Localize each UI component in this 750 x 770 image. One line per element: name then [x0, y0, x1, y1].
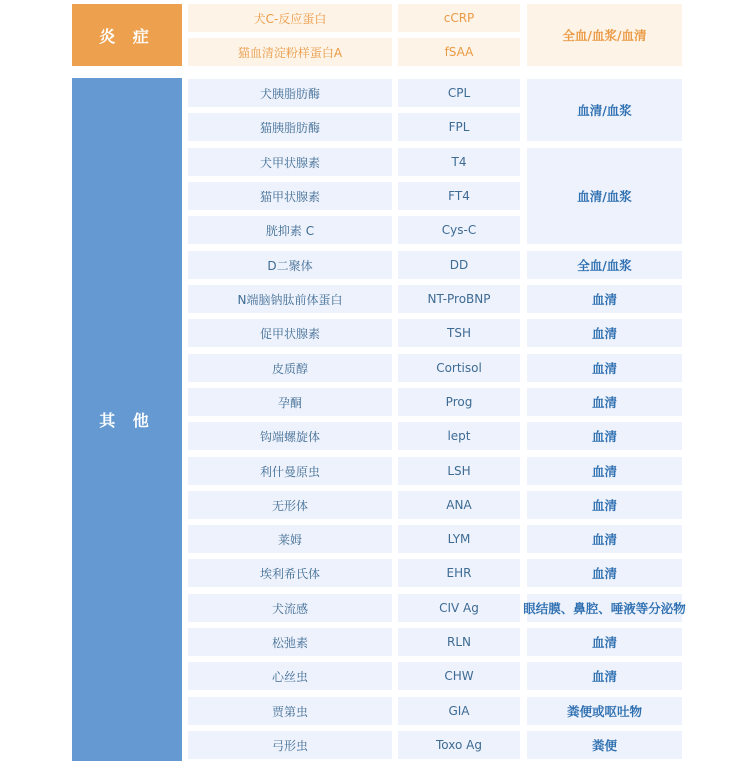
test-name: 猫胰脂肪酶 [188, 113, 392, 141]
test-code: Cortisol [398, 354, 520, 382]
test-name: 皮质醇 [188, 354, 392, 382]
sample-type: 眼结膜、鼻腔、唾液等分泌物 [527, 594, 682, 622]
test-code: GIA [398, 697, 520, 725]
test-name: 松弛素 [188, 628, 392, 656]
test-code: T4 [398, 148, 520, 176]
test-name: 促甲状腺素 [188, 319, 392, 347]
test-code: NT-ProBNP [398, 285, 520, 313]
sample-type: 血清 [527, 285, 682, 313]
test-code: FPL [398, 113, 520, 141]
test-code: DD [398, 251, 520, 279]
sample-type: 血清 [527, 388, 682, 416]
test-code: ANA [398, 491, 520, 519]
test-code: FT4 [398, 182, 520, 210]
test-name: 无形体 [188, 491, 392, 519]
sample-type: 血清 [527, 354, 682, 382]
test-name: 猫血清淀粉样蛋白A [188, 38, 392, 66]
test-code: CIV Ag [398, 594, 520, 622]
test-name: 孕酮 [188, 388, 392, 416]
sample-type: 血清 [527, 457, 682, 485]
test-name: 钩端螺旋体 [188, 422, 392, 450]
test-code: CPL [398, 79, 520, 107]
test-name: 犬C-反应蛋白 [188, 4, 392, 32]
sample-type: 血清/血浆 [527, 79, 682, 141]
category-inflammation: 炎 症 [72, 4, 182, 66]
test-name: 胱抑素 C [188, 216, 392, 244]
sample-type: 血清 [527, 559, 682, 587]
test-name: 贾第虫 [188, 697, 392, 725]
test-code: Prog [398, 388, 520, 416]
test-name: 犬流感 [188, 594, 392, 622]
test-name: 心丝虫 [188, 662, 392, 690]
test-code: Cys-C [398, 216, 520, 244]
sample-type: 粪便 [527, 731, 682, 759]
sample-type: 粪便或呕吐物 [527, 697, 682, 725]
sample-type: 血清 [527, 662, 682, 690]
test-name: 莱姆 [188, 525, 392, 553]
test-name: 犬甲状腺素 [188, 148, 392, 176]
category-other: 其 他 [72, 78, 182, 761]
test-code: TSH [398, 319, 520, 347]
sample-type: 血清 [527, 422, 682, 450]
sample-type: 全血/血浆 [527, 251, 682, 279]
test-name: N端脑钠肽前体蛋白 [188, 285, 392, 313]
test-code: cCRP [398, 4, 520, 32]
sample-type: 血清 [527, 525, 682, 553]
sample-type: 全血/血浆/血清 [527, 4, 682, 66]
test-name: 埃利希氏体 [188, 559, 392, 587]
sample-type: 血清/血浆 [527, 148, 682, 244]
sample-type: 血清 [527, 319, 682, 347]
test-code: EHR [398, 559, 520, 587]
test-name: D二聚体 [188, 251, 392, 279]
test-code: fSAA [398, 38, 520, 66]
test-code: LSH [398, 457, 520, 485]
test-code: LYM [398, 525, 520, 553]
test-name: 弓形虫 [188, 731, 392, 759]
test-code: CHW [398, 662, 520, 690]
test-name: 犬胰脂肪酶 [188, 79, 392, 107]
test-name: 利什曼原虫 [188, 457, 392, 485]
test-code: lept [398, 422, 520, 450]
test-name: 猫甲状腺素 [188, 182, 392, 210]
sample-type: 血清 [527, 628, 682, 656]
sample-type: 血清 [527, 491, 682, 519]
test-code: RLN [398, 628, 520, 656]
test-code: Toxo Ag [398, 731, 520, 759]
